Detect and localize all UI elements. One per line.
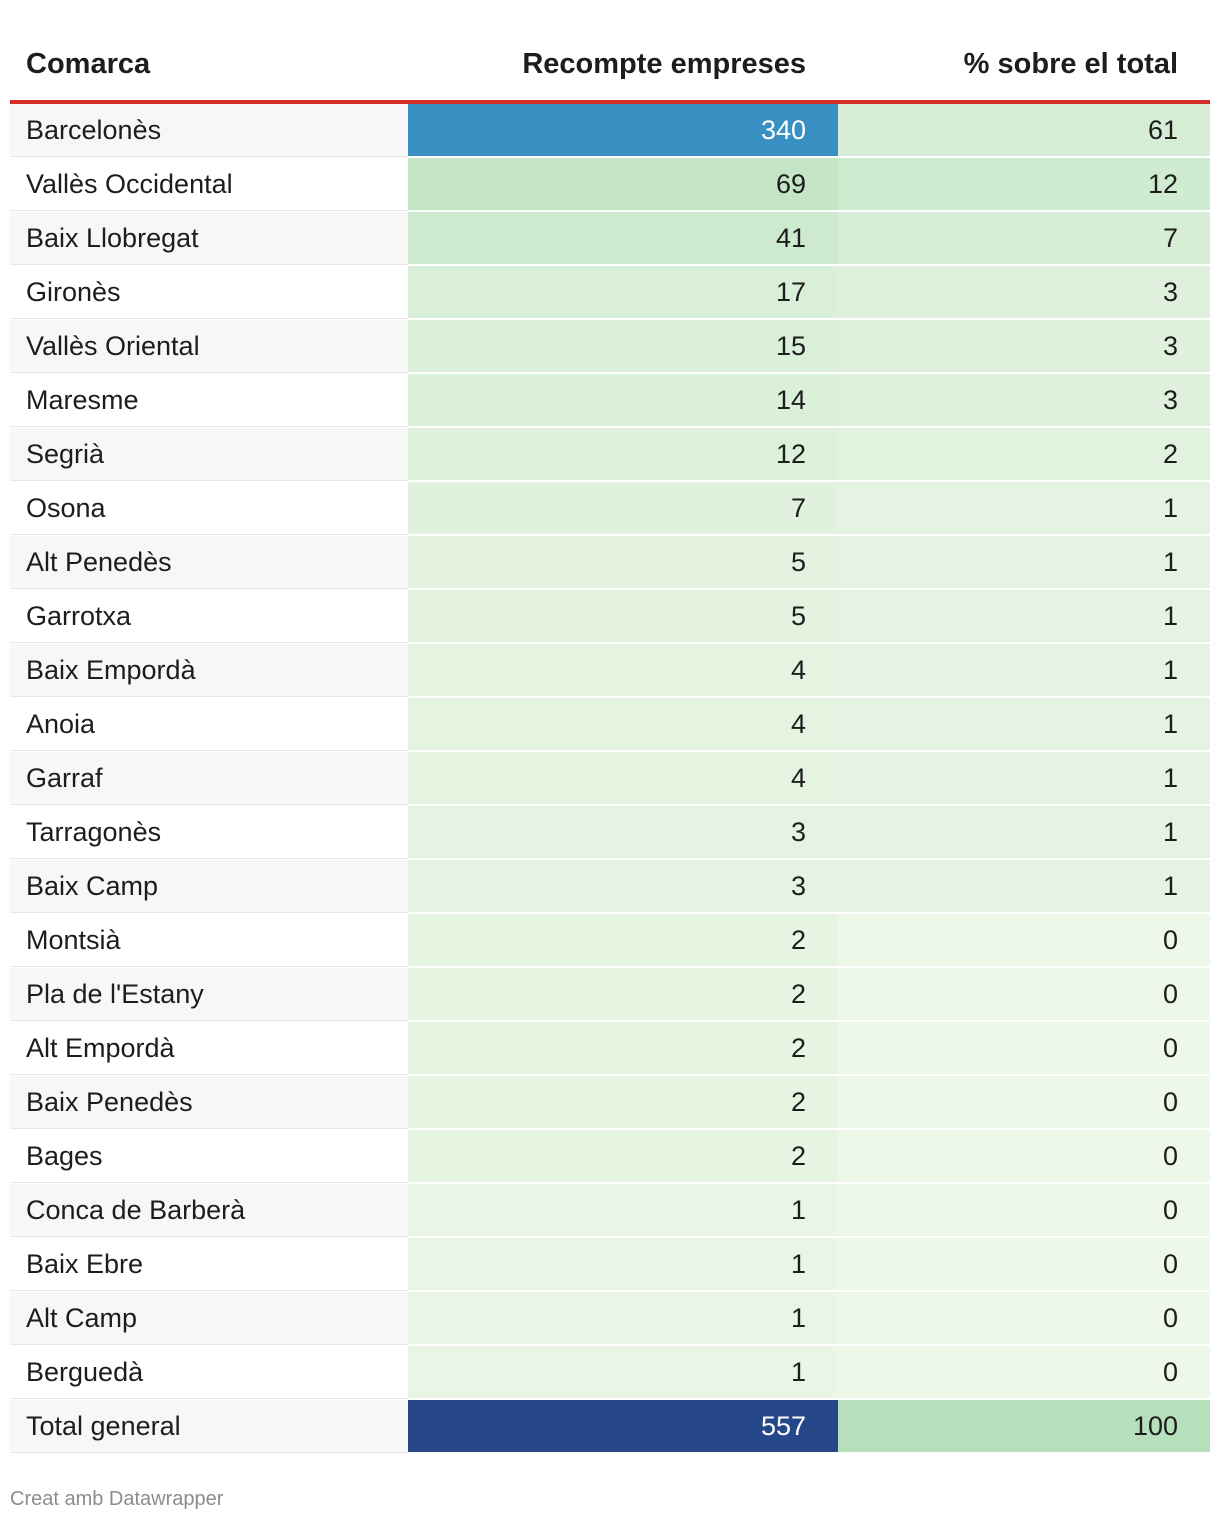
cell-percent: 0 [838, 1184, 1210, 1237]
cell-percent: 0 [838, 1238, 1210, 1291]
table-row [10, 590, 1210, 644]
cell-recompte: 12 [408, 428, 838, 481]
cell-percent: 1 [838, 806, 1210, 859]
cell-percent: 0 [838, 1022, 1210, 1075]
cell-recompte: 41 [408, 212, 838, 265]
cell-comarca: Garrotxa [10, 590, 408, 643]
cell-percent: 61 [838, 104, 1210, 157]
cell-percent: 3 [838, 266, 1210, 319]
cell-comarca: Total general [10, 1400, 408, 1453]
cell-percent: 1 [838, 644, 1210, 697]
cell-recompte: 4 [408, 698, 838, 751]
cell-comarca: Gironès [10, 266, 408, 319]
cell-percent: 100 [838, 1400, 1210, 1453]
cell-percent: 1 [838, 536, 1210, 589]
table-header [10, 30, 1210, 104]
column-header-recompte[interactable]: Recompte empreses [522, 48, 806, 80]
cell-comarca: Baix Ebre [10, 1238, 408, 1291]
cell-percent: 1 [838, 590, 1210, 643]
cell-recompte: 2 [408, 1130, 838, 1183]
table-row [10, 536, 1210, 590]
column-header-comarca[interactable]: Comarca [26, 48, 151, 80]
table-row [10, 914, 1210, 968]
cell-comarca: Garraf [10, 752, 408, 805]
table-row [10, 968, 1210, 1022]
cell-comarca: Baix Penedès [10, 1076, 408, 1129]
table-row [10, 1292, 1210, 1346]
cell-comarca: Alt Penedès [10, 536, 408, 589]
cell-comarca: Osona [10, 482, 408, 535]
table-row [10, 1238, 1210, 1292]
cell-recompte: 69 [408, 158, 838, 211]
cell-percent: 0 [838, 914, 1210, 967]
table-row [10, 698, 1210, 752]
table-row [10, 374, 1210, 428]
cell-comarca: Alt Empordà [10, 1022, 408, 1075]
cell-percent: 0 [838, 1076, 1210, 1129]
cell-comarca: Pla de l'Estany [10, 968, 408, 1021]
table-row [10, 266, 1210, 320]
cell-recompte: 5 [408, 536, 838, 589]
table-row [10, 1076, 1210, 1130]
cell-recompte: 2 [408, 1076, 838, 1129]
cell-comarca: Vallès Oriental [10, 320, 408, 373]
table-row [10, 428, 1210, 482]
cell-recompte: 4 [408, 752, 838, 805]
cell-percent: 1 [838, 482, 1210, 535]
cell-recompte: 340 [408, 104, 838, 157]
cell-recompte: 14 [408, 374, 838, 427]
cell-recompte: 4 [408, 644, 838, 697]
cell-recompte: 1 [408, 1184, 838, 1237]
data-table [10, 30, 1210, 1454]
cell-percent: 0 [838, 1130, 1210, 1183]
cell-recompte: 17 [408, 266, 838, 319]
table-row [10, 1130, 1210, 1184]
cell-comarca: Tarragonès [10, 806, 408, 859]
cell-comarca: Conca de Barberà [10, 1184, 408, 1237]
cell-comarca: Alt Camp [10, 1292, 408, 1345]
table-row [10, 320, 1210, 374]
table-body [10, 104, 1210, 1454]
cell-comarca: Segrià [10, 428, 408, 481]
cell-recompte: 2 [408, 914, 838, 967]
cell-comarca: Bages [10, 1130, 408, 1183]
table-row [10, 158, 1210, 212]
credit-text: Creat amb Datawrapper [10, 1488, 224, 1510]
table-row [10, 1022, 1210, 1076]
table-row [10, 212, 1210, 266]
cell-percent: 3 [838, 320, 1210, 373]
cell-percent: 0 [838, 1346, 1210, 1399]
cell-recompte: 5 [408, 590, 838, 643]
cell-recompte: 2 [408, 1022, 838, 1075]
cell-percent: 1 [838, 860, 1210, 913]
table-row [10, 644, 1210, 698]
cell-percent: 1 [838, 752, 1210, 805]
cell-recompte: 7 [408, 482, 838, 535]
cell-comarca: Montsià [10, 914, 408, 967]
cell-comarca: Barcelonès [10, 104, 408, 157]
column-header-percent[interactable]: % sobre el total [963, 48, 1178, 80]
table-row [10, 482, 1210, 536]
cell-percent: 0 [838, 968, 1210, 1021]
table-row [10, 104, 1210, 158]
cell-comarca: Baix Empordà [10, 644, 408, 697]
cell-recompte: 557 [408, 1400, 838, 1453]
cell-recompte: 15 [408, 320, 838, 373]
cell-percent: 3 [838, 374, 1210, 427]
cell-recompte: 1 [408, 1346, 838, 1399]
table-row [10, 1346, 1210, 1400]
table-row [10, 860, 1210, 914]
cell-comarca: Baix Llobregat [10, 212, 408, 265]
cell-recompte: 2 [408, 968, 838, 1021]
cell-percent: 0 [838, 1292, 1210, 1345]
cell-percent: 12 [838, 158, 1210, 211]
cell-comarca: Vallès Occidental [10, 158, 408, 211]
table-row [10, 752, 1210, 806]
cell-percent: 1 [838, 698, 1210, 751]
cell-comarca: Anoia [10, 698, 408, 751]
cell-percent: 2 [838, 428, 1210, 481]
table-row [10, 806, 1210, 860]
cell-percent: 7 [838, 212, 1210, 265]
cell-comarca: Berguedà [10, 1346, 408, 1399]
total-row [10, 1400, 1210, 1454]
cell-recompte: 3 [408, 806, 838, 859]
cell-comarca: Baix Camp [10, 860, 408, 913]
cell-comarca: Maresme [10, 374, 408, 427]
table-row [10, 1184, 1210, 1238]
cell-recompte: 1 [408, 1292, 838, 1345]
cell-recompte: 3 [408, 860, 838, 913]
cell-recompte: 1 [408, 1238, 838, 1291]
